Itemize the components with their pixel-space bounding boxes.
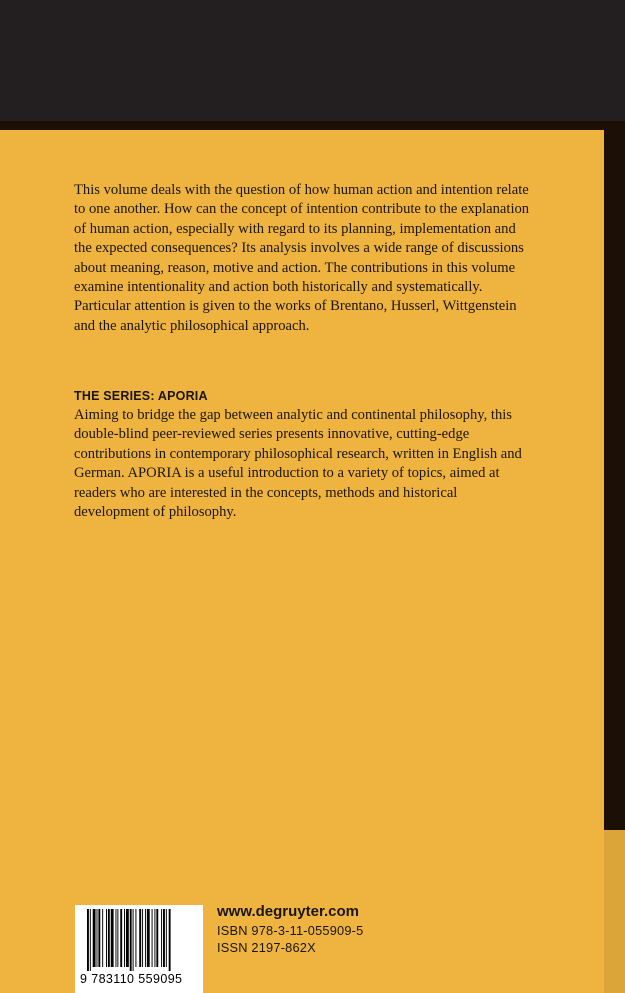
barcode-bar xyxy=(147,909,150,967)
barcode-bar xyxy=(161,909,162,967)
barcode-bar xyxy=(130,909,132,971)
barcode-bar xyxy=(154,909,155,967)
issn-number: ISSN 2197-862X xyxy=(217,940,316,955)
barcode-bar xyxy=(116,909,117,967)
barcode-bar xyxy=(106,909,107,967)
barcode-bar xyxy=(111,909,114,967)
publisher-url[interactable]: www.degruyter.com xyxy=(217,903,359,920)
barcode-bar xyxy=(156,909,158,967)
barcode-bar xyxy=(166,909,167,967)
isbn-number: ISBN 978-3-11-055909-5 xyxy=(217,923,364,938)
barcode-bar xyxy=(93,909,96,967)
barcode-bar xyxy=(120,909,122,967)
barcode-bar xyxy=(152,909,153,967)
barcode-bar xyxy=(90,909,91,971)
barcode-bar xyxy=(139,909,141,967)
barcode-bar xyxy=(126,909,129,967)
back-cover xyxy=(0,130,604,993)
barcode-bar xyxy=(135,909,136,967)
barcode-bar xyxy=(163,909,165,967)
barcode-bar xyxy=(108,909,110,967)
top-dark-band xyxy=(0,0,625,121)
publisher-info xyxy=(217,903,363,956)
barcode-digits: 9 783110 559095 xyxy=(80,972,183,986)
barcode-bar xyxy=(142,909,143,967)
series-heading: THE SERIES: APORIA xyxy=(74,389,208,403)
series-description: Aiming to bridge the gap between analytic and continental philosophy, this double-blind peer-reviewed series presents innovative, cutting-edge contributions in contemporary philosophical research, written in English and German. APORIA is a useful introduction to a variety of topics, aimed at readers who are interested in the concepts, methods and historical development of philosophy. xyxy=(74,407,522,521)
book-description: This volume deals with the question of how human action and intention relate to one another. How can the concept of intention contribute to the explanation of human action, especially with regard to its planning, implementation and the expected consequences? Its analysis involves a wide range of discussions about meaning, reason, motive and action. The contributions in this volume examine intentionality and action both historically and systematically. Particular attention is given to the works of Brentano, Husserl, Wittgenstein and the analytic philosophical approach. xyxy=(74,182,530,334)
barcode-bar xyxy=(102,909,103,967)
isbn-barcode xyxy=(75,905,203,993)
side-strip xyxy=(604,830,625,993)
barcode-bars xyxy=(75,905,203,971)
barcode-bar xyxy=(97,909,98,967)
barcode-bar xyxy=(87,909,89,971)
barcode-bar xyxy=(169,909,171,971)
barcode-bar xyxy=(133,909,134,971)
barcode-bar xyxy=(117,909,118,967)
barcode-bar xyxy=(145,909,146,967)
barcode-bar xyxy=(124,909,125,967)
barcode-bar xyxy=(98,909,100,967)
